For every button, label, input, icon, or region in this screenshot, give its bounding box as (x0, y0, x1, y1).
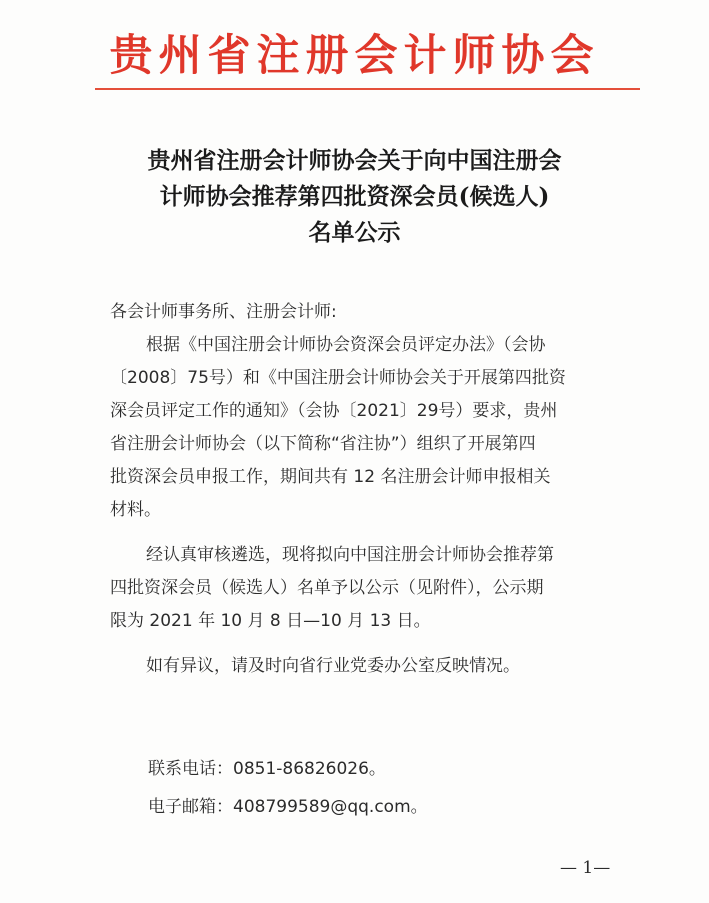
paragraph-1 (110, 329, 630, 527)
salutation: 各会计师事务所、注册会计师: (110, 302, 337, 322)
paragraph-2 (110, 539, 630, 638)
organization-letterhead: 贵州省注册会计师协会 (109, 31, 600, 81)
paragraph-1-line: 根据《中国注册会计师协会资深会员评定办法》（会协 (146, 335, 546, 355)
paragraph-2-line: 四批资深会员（候选人）名单予以公示（见附件），公示期 (110, 578, 544, 598)
contact-phone: 联系电话：0851-86826026。 (148, 759, 386, 779)
paragraph-spacer (110, 527, 630, 539)
title-line-2: 计师协会推荐第四批资深会员(候选人) (159, 183, 550, 210)
paragraph-1-line: 深会员评定工作的通知》（会协〔2021〕29号）要求，贵州 (110, 401, 558, 421)
page-number: — 1— (560, 858, 611, 878)
document-title (0, 143, 709, 251)
paragraph-2-line: 限为 2021 年 10 月 8 日—10 月 13 日。 (110, 611, 431, 631)
letterhead-divider (95, 88, 640, 90)
paragraph-1-line: 省注册会计师协会（以下简称“省注协”）组织了开展第四 (110, 434, 536, 454)
paragraph-1-line: 〔2008〕75号）和《中国注册会计师协会关于开展第四批资 (110, 368, 566, 388)
paragraph-1-line: 材料。 (110, 500, 161, 520)
title-line-3: 名单公示 (308, 219, 401, 246)
document-body (110, 296, 630, 683)
paragraph-spacer (110, 638, 630, 650)
paragraph-3-line: 如有异议，请及时向省行业党委办公室反映情况。 (146, 656, 520, 676)
title-line-1: 贵州省注册会计师协会关于向中国注册会 (147, 147, 562, 174)
paragraph-3 (110, 650, 630, 683)
paragraph-2-line: 经认真审核遴选，现将拟向中国注册会计师协会推荐第 (146, 545, 554, 565)
contact-email: 电子邮箱：408799589@qq.com。 (148, 797, 428, 817)
paragraph-1-line: 批资深会员申报工作，期间共有 12 名注册会计师申报相关 (110, 467, 551, 487)
